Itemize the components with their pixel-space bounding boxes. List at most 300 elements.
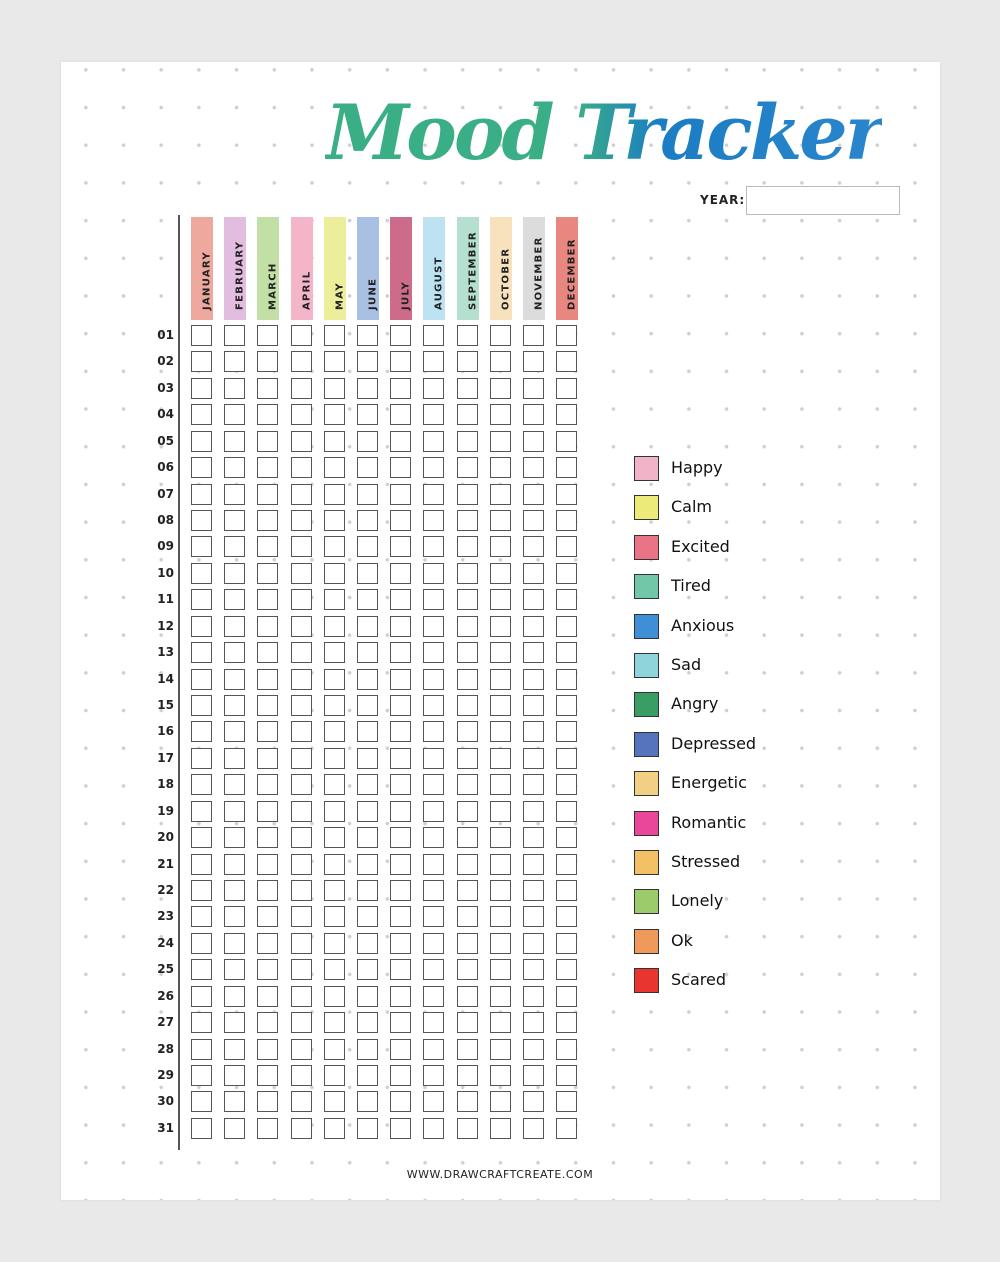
day-cell[interactable]: [523, 589, 544, 610]
day-cell[interactable]: [324, 721, 345, 742]
day-cell[interactable]: [191, 721, 212, 742]
day-cell[interactable]: [523, 404, 544, 425]
day-cell[interactable]: [224, 404, 245, 425]
day-cell[interactable]: [523, 721, 544, 742]
day-cell[interactable]: [291, 1091, 312, 1112]
day-cell[interactable]: [556, 510, 577, 531]
day-cell[interactable]: [490, 854, 511, 875]
day-cell[interactable]: [556, 563, 577, 584]
day-cell[interactable]: [324, 351, 345, 372]
day-cell[interactable]: [423, 748, 444, 769]
day-cell[interactable]: [457, 801, 478, 822]
day-cell[interactable]: [257, 669, 278, 690]
day-cell[interactable]: [423, 1012, 444, 1033]
day-cell[interactable]: [490, 933, 511, 954]
day-cell[interactable]: [523, 854, 544, 875]
day-cell[interactable]: [457, 536, 478, 557]
day-cell[interactable]: [556, 1091, 577, 1112]
day-cell[interactable]: [490, 669, 511, 690]
day-cell[interactable]: [556, 721, 577, 742]
day-cell[interactable]: [457, 351, 478, 372]
day-cell[interactable]: [324, 378, 345, 399]
day-cell[interactable]: [224, 1012, 245, 1033]
day-cell[interactable]: [324, 1012, 345, 1033]
day-cell[interactable]: [257, 827, 278, 848]
day-cell[interactable]: [291, 510, 312, 531]
day-cell[interactable]: [224, 325, 245, 346]
day-cell[interactable]: [291, 484, 312, 505]
day-cell[interactable]: [191, 906, 212, 927]
day-cell[interactable]: [457, 906, 478, 927]
day-cell[interactable]: [191, 589, 212, 610]
day-cell[interactable]: [390, 1118, 411, 1139]
day-cell[interactable]: [390, 774, 411, 795]
day-cell[interactable]: [390, 457, 411, 478]
day-cell[interactable]: [457, 589, 478, 610]
day-cell[interactable]: [257, 721, 278, 742]
day-cell[interactable]: [291, 431, 312, 452]
day-cell[interactable]: [224, 563, 245, 584]
day-cell[interactable]: [357, 906, 378, 927]
day-cell[interactable]: [357, 1118, 378, 1139]
day-cell[interactable]: [390, 827, 411, 848]
day-cell[interactable]: [257, 748, 278, 769]
day-cell[interactable]: [490, 1118, 511, 1139]
day-cell[interactable]: [457, 986, 478, 1007]
day-cell[interactable]: [257, 563, 278, 584]
day-cell[interactable]: [523, 536, 544, 557]
day-cell[interactable]: [423, 721, 444, 742]
day-cell[interactable]: [324, 1091, 345, 1112]
day-cell[interactable]: [457, 484, 478, 505]
day-cell[interactable]: [423, 404, 444, 425]
day-cell[interactable]: [257, 801, 278, 822]
day-cell[interactable]: [457, 1091, 478, 1112]
day-cell[interactable]: [257, 457, 278, 478]
day-cell[interactable]: [390, 642, 411, 663]
day-cell[interactable]: [390, 404, 411, 425]
day-cell[interactable]: [390, 325, 411, 346]
day-cell[interactable]: [490, 536, 511, 557]
day-cell[interactable]: [291, 351, 312, 372]
day-cell[interactable]: [257, 906, 278, 927]
day-cell[interactable]: [556, 986, 577, 1007]
day-cell[interactable]: [224, 616, 245, 637]
day-cell[interactable]: [457, 1118, 478, 1139]
day-cell[interactable]: [357, 854, 378, 875]
day-cell[interactable]: [457, 933, 478, 954]
day-cell[interactable]: [324, 1065, 345, 1086]
day-cell[interactable]: [291, 959, 312, 980]
day-cell[interactable]: [324, 774, 345, 795]
day-cell[interactable]: [357, 801, 378, 822]
day-cell[interactable]: [224, 1039, 245, 1060]
day-cell[interactable]: [556, 1118, 577, 1139]
day-cell[interactable]: [357, 669, 378, 690]
day-cell[interactable]: [224, 748, 245, 769]
day-cell[interactable]: [291, 1065, 312, 1086]
day-cell[interactable]: [357, 536, 378, 557]
day-cell[interactable]: [457, 404, 478, 425]
day-cell[interactable]: [224, 721, 245, 742]
day-cell[interactable]: [324, 510, 345, 531]
day-cell[interactable]: [291, 1012, 312, 1033]
day-cell[interactable]: [324, 933, 345, 954]
day-cell[interactable]: [457, 616, 478, 637]
day-cell[interactable]: [224, 986, 245, 1007]
day-cell[interactable]: [324, 827, 345, 848]
day-cell[interactable]: [357, 510, 378, 531]
day-cell[interactable]: [523, 801, 544, 822]
day-cell[interactable]: [257, 431, 278, 452]
day-cell[interactable]: [357, 431, 378, 452]
day-cell[interactable]: [457, 642, 478, 663]
day-cell[interactable]: [523, 457, 544, 478]
day-cell[interactable]: [324, 1039, 345, 1060]
day-cell[interactable]: [257, 325, 278, 346]
day-cell[interactable]: [357, 986, 378, 1007]
day-cell[interactable]: [523, 748, 544, 769]
day-cell[interactable]: [457, 510, 478, 531]
day-cell[interactable]: [357, 351, 378, 372]
day-cell[interactable]: [390, 431, 411, 452]
day-cell[interactable]: [357, 325, 378, 346]
day-cell[interactable]: [457, 854, 478, 875]
day-cell[interactable]: [390, 854, 411, 875]
day-cell[interactable]: [291, 589, 312, 610]
day-cell[interactable]: [224, 695, 245, 716]
day-cell[interactable]: [490, 959, 511, 980]
day-cell[interactable]: [224, 933, 245, 954]
day-cell[interactable]: [556, 642, 577, 663]
day-cell[interactable]: [457, 431, 478, 452]
day-cell[interactable]: [556, 1065, 577, 1086]
day-cell[interactable]: [257, 1091, 278, 1112]
day-cell[interactable]: [191, 854, 212, 875]
day-cell[interactable]: [191, 351, 212, 372]
day-cell[interactable]: [523, 563, 544, 584]
day-cell[interactable]: [523, 1091, 544, 1112]
day-cell[interactable]: [291, 748, 312, 769]
day-cell[interactable]: [191, 748, 212, 769]
day-cell[interactable]: [357, 933, 378, 954]
day-cell[interactable]: [357, 880, 378, 901]
day-cell[interactable]: [191, 536, 212, 557]
day-cell[interactable]: [556, 774, 577, 795]
day-cell[interactable]: [257, 959, 278, 980]
day-cell[interactable]: [291, 457, 312, 478]
day-cell[interactable]: [490, 378, 511, 399]
day-cell[interactable]: [490, 510, 511, 531]
day-cell[interactable]: [390, 1065, 411, 1086]
day-cell[interactable]: [490, 484, 511, 505]
day-cell[interactable]: [556, 959, 577, 980]
day-cell[interactable]: [357, 959, 378, 980]
day-cell[interactable]: [291, 854, 312, 875]
day-cell[interactable]: [291, 933, 312, 954]
day-cell[interactable]: [490, 404, 511, 425]
day-cell[interactable]: [423, 774, 444, 795]
day-cell[interactable]: [291, 642, 312, 663]
day-cell[interactable]: [291, 774, 312, 795]
day-cell[interactable]: [390, 880, 411, 901]
day-cell[interactable]: [556, 616, 577, 637]
day-cell[interactable]: [523, 431, 544, 452]
day-cell[interactable]: [390, 510, 411, 531]
day-cell[interactable]: [423, 510, 444, 531]
day-cell[interactable]: [490, 589, 511, 610]
day-cell[interactable]: [257, 695, 278, 716]
day-cell[interactable]: [423, 1039, 444, 1060]
day-cell[interactable]: [357, 1039, 378, 1060]
day-cell[interactable]: [224, 510, 245, 531]
day-cell[interactable]: [324, 959, 345, 980]
day-cell[interactable]: [224, 484, 245, 505]
day-cell[interactable]: [390, 669, 411, 690]
day-cell[interactable]: [556, 854, 577, 875]
day-cell[interactable]: [191, 642, 212, 663]
day-cell[interactable]: [556, 748, 577, 769]
day-cell[interactable]: [457, 1039, 478, 1060]
day-cell[interactable]: [490, 563, 511, 584]
day-cell[interactable]: [556, 1039, 577, 1060]
day-cell[interactable]: [490, 906, 511, 927]
day-cell[interactable]: [257, 484, 278, 505]
day-cell[interactable]: [291, 906, 312, 927]
day-cell[interactable]: [191, 1039, 212, 1060]
day-cell[interactable]: [556, 906, 577, 927]
day-cell[interactable]: [490, 801, 511, 822]
day-cell[interactable]: [291, 801, 312, 822]
day-cell[interactable]: [390, 351, 411, 372]
day-cell[interactable]: [423, 880, 444, 901]
day-cell[interactable]: [423, 959, 444, 980]
day-cell[interactable]: [556, 880, 577, 901]
day-cell[interactable]: [556, 536, 577, 557]
day-cell[interactable]: [291, 1118, 312, 1139]
day-cell[interactable]: [224, 669, 245, 690]
day-cell[interactable]: [556, 351, 577, 372]
day-cell[interactable]: [224, 1065, 245, 1086]
day-cell[interactable]: [556, 378, 577, 399]
day-cell[interactable]: [191, 801, 212, 822]
day-cell[interactable]: [324, 563, 345, 584]
day-cell[interactable]: [291, 563, 312, 584]
day-cell[interactable]: [423, 827, 444, 848]
day-cell[interactable]: [423, 484, 444, 505]
day-cell[interactable]: [191, 510, 212, 531]
day-cell[interactable]: [523, 1065, 544, 1086]
day-cell[interactable]: [224, 827, 245, 848]
day-cell[interactable]: [291, 536, 312, 557]
day-cell[interactable]: [357, 1012, 378, 1033]
day-cell[interactable]: [556, 933, 577, 954]
day-cell[interactable]: [523, 933, 544, 954]
day-cell[interactable]: [257, 854, 278, 875]
day-cell[interactable]: [490, 880, 511, 901]
day-cell[interactable]: [191, 827, 212, 848]
day-cell[interactable]: [390, 1039, 411, 1060]
day-cell[interactable]: [523, 1012, 544, 1033]
day-cell[interactable]: [457, 695, 478, 716]
day-cell[interactable]: [191, 325, 212, 346]
day-cell[interactable]: [457, 563, 478, 584]
day-cell[interactable]: [457, 325, 478, 346]
day-cell[interactable]: [191, 959, 212, 980]
day-cell[interactable]: [423, 695, 444, 716]
day-cell[interactable]: [224, 906, 245, 927]
day-cell[interactable]: [390, 563, 411, 584]
day-cell[interactable]: [324, 536, 345, 557]
day-cell[interactable]: [324, 457, 345, 478]
day-cell[interactable]: [224, 1091, 245, 1112]
day-cell[interactable]: [224, 880, 245, 901]
day-cell[interactable]: [191, 986, 212, 1007]
day-cell[interactable]: [224, 801, 245, 822]
day-cell[interactable]: [257, 589, 278, 610]
day-cell[interactable]: [291, 827, 312, 848]
day-cell[interactable]: [457, 748, 478, 769]
day-cell[interactable]: [523, 510, 544, 531]
day-cell[interactable]: [191, 669, 212, 690]
day-cell[interactable]: [357, 695, 378, 716]
day-cell[interactable]: [390, 536, 411, 557]
day-cell[interactable]: [390, 748, 411, 769]
day-cell[interactable]: [357, 404, 378, 425]
day-cell[interactable]: [423, 536, 444, 557]
day-cell[interactable]: [490, 748, 511, 769]
day-cell[interactable]: [324, 986, 345, 1007]
day-cell[interactable]: [191, 457, 212, 478]
day-cell[interactable]: [523, 616, 544, 637]
day-cell[interactable]: [490, 986, 511, 1007]
day-cell[interactable]: [490, 1012, 511, 1033]
day-cell[interactable]: [390, 986, 411, 1007]
day-cell[interactable]: [357, 589, 378, 610]
footer-url[interactable]: WWW.DRAWCRAFTCREATE.COM: [406, 1168, 594, 1181]
day-cell[interactable]: [423, 351, 444, 372]
day-cell[interactable]: [523, 351, 544, 372]
day-cell[interactable]: [191, 1118, 212, 1139]
day-cell[interactable]: [490, 1039, 511, 1060]
day-cell[interactable]: [257, 536, 278, 557]
day-cell[interactable]: [523, 986, 544, 1007]
day-cell[interactable]: [423, 616, 444, 637]
day-cell[interactable]: [423, 378, 444, 399]
day-cell[interactable]: [191, 404, 212, 425]
day-cell[interactable]: [457, 827, 478, 848]
day-cell[interactable]: [390, 378, 411, 399]
day-cell[interactable]: [523, 959, 544, 980]
day-cell[interactable]: [291, 669, 312, 690]
day-cell[interactable]: [257, 510, 278, 531]
day-cell[interactable]: [191, 563, 212, 584]
day-cell[interactable]: [457, 880, 478, 901]
day-cell[interactable]: [324, 801, 345, 822]
day-cell[interactable]: [457, 1012, 478, 1033]
day-cell[interactable]: [490, 1091, 511, 1112]
day-cell[interactable]: [556, 1012, 577, 1033]
day-cell[interactable]: [257, 378, 278, 399]
day-cell[interactable]: [523, 1039, 544, 1060]
day-cell[interactable]: [224, 589, 245, 610]
day-cell[interactable]: [490, 642, 511, 663]
day-cell[interactable]: [191, 484, 212, 505]
day-cell[interactable]: [390, 1012, 411, 1033]
day-cell[interactable]: [457, 721, 478, 742]
day-cell[interactable]: [324, 484, 345, 505]
day-cell[interactable]: [191, 1012, 212, 1033]
day-cell[interactable]: [490, 774, 511, 795]
day-cell[interactable]: [390, 589, 411, 610]
day-cell[interactable]: [357, 484, 378, 505]
day-cell[interactable]: [224, 351, 245, 372]
day-cell[interactable]: [423, 1118, 444, 1139]
day-cell[interactable]: [257, 404, 278, 425]
day-cell[interactable]: [457, 1065, 478, 1086]
day-cell[interactable]: [390, 906, 411, 927]
day-cell[interactable]: [390, 484, 411, 505]
day-cell[interactable]: [257, 1065, 278, 1086]
day-cell[interactable]: [324, 404, 345, 425]
day-cell[interactable]: [423, 589, 444, 610]
day-cell[interactable]: [291, 378, 312, 399]
day-cell[interactable]: [257, 1012, 278, 1033]
day-cell[interactable]: [357, 1091, 378, 1112]
day-cell[interactable]: [357, 457, 378, 478]
day-cell[interactable]: [224, 642, 245, 663]
day-cell[interactable]: [324, 431, 345, 452]
day-cell[interactable]: [523, 774, 544, 795]
day-cell[interactable]: [291, 880, 312, 901]
day-cell[interactable]: [257, 933, 278, 954]
day-cell[interactable]: [191, 933, 212, 954]
day-cell[interactable]: [257, 642, 278, 663]
day-cell[interactable]: [224, 959, 245, 980]
day-cell[interactable]: [556, 801, 577, 822]
day-cell[interactable]: [390, 695, 411, 716]
day-cell[interactable]: [191, 1091, 212, 1112]
day-cell[interactable]: [490, 325, 511, 346]
day-cell[interactable]: [291, 986, 312, 1007]
day-cell[interactable]: [324, 325, 345, 346]
day-cell[interactable]: [324, 880, 345, 901]
day-cell[interactable]: [224, 457, 245, 478]
day-cell[interactable]: [423, 457, 444, 478]
day-cell[interactable]: [291, 695, 312, 716]
day-cell[interactable]: [423, 933, 444, 954]
day-cell[interactable]: [423, 325, 444, 346]
day-cell[interactable]: [490, 457, 511, 478]
day-cell[interactable]: [490, 431, 511, 452]
day-cell[interactable]: [324, 642, 345, 663]
day-cell[interactable]: [457, 774, 478, 795]
day-cell[interactable]: [257, 774, 278, 795]
day-cell[interactable]: [556, 431, 577, 452]
day-cell[interactable]: [291, 404, 312, 425]
day-cell[interactable]: [291, 1039, 312, 1060]
day-cell[interactable]: [357, 563, 378, 584]
day-cell[interactable]: [257, 880, 278, 901]
day-cell[interactable]: [523, 325, 544, 346]
day-cell[interactable]: [556, 484, 577, 505]
day-cell[interactable]: [556, 404, 577, 425]
day-cell[interactable]: [457, 378, 478, 399]
day-cell[interactable]: [191, 774, 212, 795]
day-cell[interactable]: [357, 616, 378, 637]
day-cell[interactable]: [390, 959, 411, 980]
day-cell[interactable]: [423, 854, 444, 875]
